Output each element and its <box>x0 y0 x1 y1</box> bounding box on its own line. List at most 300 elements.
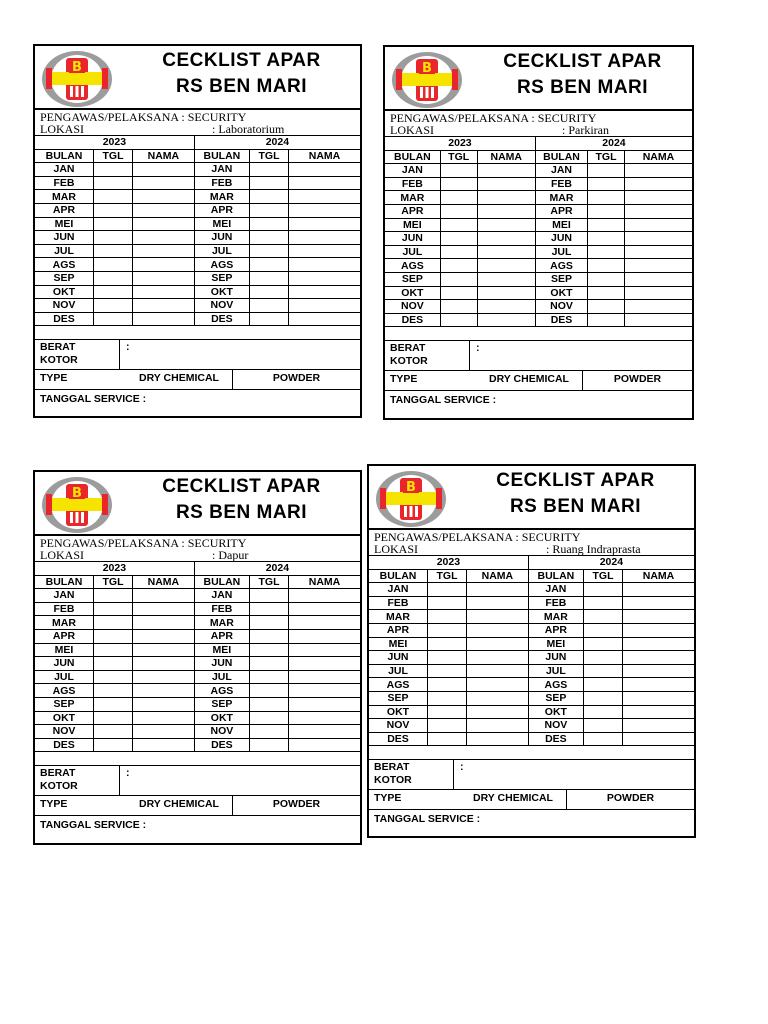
tgl-cell[interactable] <box>250 312 289 326</box>
tgl-cell[interactable] <box>428 678 467 692</box>
nama-cell[interactable] <box>133 271 195 285</box>
tgl-cell[interactable] <box>584 610 623 624</box>
tgl-cell[interactable] <box>440 204 477 218</box>
tgl-cell[interactable] <box>428 637 467 651</box>
nama-cell[interactable] <box>467 637 529 651</box>
tgl-cell[interactable] <box>94 725 133 739</box>
nama-cell[interactable] <box>467 583 529 597</box>
nama-cell[interactable] <box>133 176 195 190</box>
year-header-row <box>35 136 360 150</box>
nama-cell[interactable] <box>133 589 195 603</box>
type-powder: POWDER <box>272 798 321 811</box>
card-header <box>369 466 694 530</box>
column-header-tgl: TGL <box>250 575 289 589</box>
tgl-cell[interactable] <box>584 583 623 597</box>
column-header-nama: NAMA <box>623 569 695 583</box>
table-row <box>369 732 694 746</box>
tgl-cell[interactable] <box>428 651 467 665</box>
nama-cell[interactable] <box>289 271 361 285</box>
nama-cell[interactable] <box>133 725 195 739</box>
month-cell: FEB <box>528 596 583 610</box>
month-cell: DES <box>35 738 94 752</box>
tgl-cell[interactable] <box>428 691 467 705</box>
nama-cell[interactable] <box>477 313 535 327</box>
nama-cell[interactable] <box>477 218 535 232</box>
nama-cell[interactable] <box>289 697 361 711</box>
tgl-cell[interactable] <box>440 272 477 286</box>
nama-cell[interactable] <box>289 217 361 231</box>
tgl-cell[interactable] <box>94 217 133 231</box>
tgl-cell[interactable] <box>94 602 133 616</box>
table-row <box>35 670 360 684</box>
table-row <box>35 176 360 190</box>
tgl-cell[interactable] <box>94 643 133 657</box>
month-cell: NOV <box>35 725 94 739</box>
tgl-cell[interactable] <box>588 286 625 300</box>
month-cell: JUN <box>528 651 583 665</box>
nama-cell[interactable] <box>133 629 195 643</box>
year-2024: 2024 <box>535 137 692 151</box>
tgl-cell[interactable] <box>428 596 467 610</box>
month-cell: NOV <box>385 300 440 314</box>
nama-cell[interactable] <box>133 711 195 725</box>
table-row <box>35 657 360 671</box>
month-cell: NOV <box>535 300 587 314</box>
berat-kotor-label: BERAT KOTOR <box>35 340 120 369</box>
year-2024: 2024 <box>194 136 360 150</box>
apar-card-ruang-indraprasta <box>367 464 696 838</box>
tgl-cell[interactable] <box>94 163 133 177</box>
nama-cell[interactable] <box>624 259 692 273</box>
type-label: TYPE <box>390 373 418 386</box>
tgl-cell[interactable] <box>250 271 289 285</box>
nama-cell[interactable] <box>467 596 529 610</box>
tgl-cell[interactable] <box>94 285 133 299</box>
nama-cell[interactable] <box>133 643 195 657</box>
nama-cell[interactable] <box>467 651 529 665</box>
tgl-cell[interactable] <box>250 190 289 204</box>
nama-cell[interactable] <box>623 596 695 610</box>
berat-kotor-label: BERAT KOTOR <box>35 766 120 795</box>
title-line-1: CECKLIST APAR <box>503 51 662 72</box>
tgl-cell[interactable] <box>588 272 625 286</box>
nama-cell[interactable] <box>289 203 361 217</box>
year-header-row <box>385 137 692 151</box>
column-header-row <box>35 575 360 589</box>
month-cell: SEP <box>535 272 587 286</box>
nama-cell[interactable] <box>133 657 195 671</box>
nama-cell[interactable] <box>624 286 692 300</box>
table-row <box>369 623 694 637</box>
spacer-row <box>35 752 360 766</box>
nama-cell[interactable] <box>467 623 529 637</box>
lokasi-label: LOKASI <box>390 123 434 137</box>
nama-cell[interactable] <box>477 177 535 191</box>
month-cell: MAR <box>194 616 249 630</box>
tgl-cell[interactable] <box>250 244 289 258</box>
nama-cell[interactable] <box>467 719 529 733</box>
nama-cell[interactable] <box>133 684 195 698</box>
nama-cell[interactable] <box>289 629 361 643</box>
tgl-cell[interactable] <box>94 657 133 671</box>
nama-cell[interactable] <box>467 664 529 678</box>
nama-cell[interactable] <box>623 678 695 692</box>
year-2023: 2023 <box>35 136 194 150</box>
nama-cell[interactable] <box>289 616 361 630</box>
nama-cell[interactable] <box>623 637 695 651</box>
tgl-cell[interactable] <box>250 629 289 643</box>
type-powder: POWDER <box>606 792 655 805</box>
nama-cell[interactable] <box>623 623 695 637</box>
tgl-cell[interactable] <box>588 191 625 205</box>
tgl-cell[interactable] <box>440 191 477 205</box>
card-info <box>385 111 692 136</box>
nama-cell[interactable] <box>477 286 535 300</box>
nama-cell[interactable] <box>623 651 695 665</box>
tanggal-service: TANGGAL SERVICE : <box>40 393 147 406</box>
column-header-bulan: BULAN <box>528 569 583 583</box>
tgl-cell[interactable] <box>440 300 477 314</box>
tgl-cell[interactable] <box>250 725 289 739</box>
tanggal-service: TANGGAL SERVICE : <box>390 394 497 407</box>
nama-cell[interactable] <box>133 299 195 313</box>
nama-cell[interactable] <box>477 191 535 205</box>
berat-kotor-row <box>385 341 692 371</box>
nama-cell[interactable] <box>623 610 695 624</box>
tgl-cell[interactable] <box>584 664 623 678</box>
type-row <box>35 370 360 390</box>
tgl-cell[interactable] <box>588 164 625 178</box>
tgl-cell[interactable] <box>250 711 289 725</box>
month-cell: NOV <box>194 299 249 313</box>
tgl-cell[interactable] <box>94 244 133 258</box>
tgl-cell[interactable] <box>250 258 289 272</box>
month-cell: JAN <box>194 163 249 177</box>
nama-cell[interactable] <box>289 670 361 684</box>
month-cell: AGS <box>194 684 249 698</box>
month-cell: JUL <box>369 664 428 678</box>
tgl-cell[interactable] <box>250 602 289 616</box>
table-row <box>369 719 694 733</box>
tgl-cell[interactable] <box>250 738 289 752</box>
tgl-cell[interactable] <box>440 245 477 259</box>
tgl-cell[interactable] <box>94 299 133 313</box>
tgl-cell[interactable] <box>440 259 477 273</box>
month-cell: JUL <box>528 664 583 678</box>
berat-kotor-value: : <box>126 341 130 354</box>
type-label: TYPE <box>40 798 68 811</box>
nama-cell[interactable] <box>624 300 692 314</box>
card-info <box>369 530 694 555</box>
tgl-cell[interactable] <box>94 258 133 272</box>
nama-cell[interactable] <box>133 231 195 245</box>
tgl-cell[interactable] <box>588 204 625 218</box>
nama-cell[interactable] <box>133 738 195 752</box>
tgl-cell[interactable] <box>588 313 625 327</box>
tgl-cell[interactable] <box>94 684 133 698</box>
nama-cell[interactable] <box>289 231 361 245</box>
nama-cell[interactable] <box>467 610 529 624</box>
nama-cell[interactable] <box>624 204 692 218</box>
month-cell: JUL <box>535 245 587 259</box>
month-cell: APR <box>369 623 428 637</box>
nama-cell[interactable] <box>289 602 361 616</box>
table-row <box>385 177 692 191</box>
table-row <box>35 738 360 752</box>
nama-cell[interactable] <box>623 719 695 733</box>
nama-cell[interactable] <box>289 163 361 177</box>
monthly-check-table <box>385 136 692 341</box>
nama-cell[interactable] <box>133 217 195 231</box>
tgl-cell[interactable] <box>584 596 623 610</box>
nama-cell[interactable] <box>624 164 692 178</box>
lokasi-label: LOKASI <box>40 122 84 136</box>
tgl-cell[interactable] <box>250 203 289 217</box>
svg-text:B: B <box>422 61 432 76</box>
nama-cell[interactable] <box>477 204 535 218</box>
month-cell: JUN <box>194 231 249 245</box>
apar-card-parkiran <box>383 45 694 420</box>
card-title <box>127 48 356 100</box>
nama-cell[interactable] <box>477 259 535 273</box>
month-cell: DES <box>385 313 440 327</box>
apar-card-laboratorium <box>33 44 362 418</box>
nama-cell[interactable] <box>623 691 695 705</box>
tgl-cell[interactable] <box>440 218 477 232</box>
tgl-cell[interactable] <box>428 664 467 678</box>
spacer-row <box>385 327 692 341</box>
tgl-cell[interactable] <box>94 203 133 217</box>
tgl-cell[interactable] <box>250 670 289 684</box>
nama-cell[interactable] <box>133 616 195 630</box>
tgl-cell[interactable] <box>440 177 477 191</box>
month-cell: JUL <box>194 670 249 684</box>
table-row <box>385 164 692 178</box>
nama-cell[interactable] <box>623 664 695 678</box>
table-row <box>385 286 692 300</box>
column-header-nama: NAMA <box>467 569 529 583</box>
nama-cell[interactable] <box>289 299 361 313</box>
table-row <box>35 258 360 272</box>
nama-cell[interactable] <box>289 738 361 752</box>
tgl-cell[interactable] <box>250 697 289 711</box>
nama-cell[interactable] <box>624 272 692 286</box>
nama-cell[interactable] <box>467 678 529 692</box>
apar-card-dapur <box>33 470 362 845</box>
nama-cell[interactable] <box>289 190 361 204</box>
nama-cell[interactable] <box>624 245 692 259</box>
nama-cell[interactable] <box>477 245 535 259</box>
tgl-cell[interactable] <box>588 300 625 314</box>
spacer-row <box>35 326 360 340</box>
tgl-cell[interactable] <box>250 589 289 603</box>
month-cell: APR <box>535 204 587 218</box>
nama-cell[interactable] <box>624 313 692 327</box>
nama-cell[interactable] <box>624 177 692 191</box>
nama-cell[interactable] <box>133 258 195 272</box>
berat-kotor-value: : <box>476 342 480 355</box>
nama-cell[interactable] <box>477 232 535 246</box>
nama-cell[interactable] <box>467 732 529 746</box>
nama-cell[interactable] <box>624 218 692 232</box>
month-cell: SEP <box>35 271 94 285</box>
nama-cell[interactable] <box>289 258 361 272</box>
nama-cell[interactable] <box>289 589 361 603</box>
nama-cell[interactable] <box>477 300 535 314</box>
tgl-cell[interactable] <box>94 616 133 630</box>
tgl-cell[interactable] <box>250 217 289 231</box>
month-cell: AGS <box>385 259 440 273</box>
nama-cell[interactable] <box>133 312 195 326</box>
nama-cell[interactable] <box>477 164 535 178</box>
column-header-nama: NAMA <box>624 150 692 164</box>
tgl-cell[interactable] <box>584 678 623 692</box>
tgl-cell[interactable] <box>440 164 477 178</box>
lokasi-value: : Dapur <box>212 548 249 562</box>
year-2023: 2023 <box>35 562 194 576</box>
card-info <box>35 536 360 561</box>
month-cell: SEP <box>194 271 249 285</box>
tgl-cell[interactable] <box>584 623 623 637</box>
nama-cell[interactable] <box>624 191 692 205</box>
nama-cell[interactable] <box>133 670 195 684</box>
nama-cell[interactable] <box>623 732 695 746</box>
tgl-cell[interactable] <box>250 616 289 630</box>
nama-cell[interactable] <box>133 190 195 204</box>
tgl-cell[interactable] <box>94 312 133 326</box>
card-title <box>477 49 688 101</box>
nama-cell[interactable] <box>133 203 195 217</box>
tgl-cell[interactable] <box>588 177 625 191</box>
type-dry-chemical: DRY CHEMICAL <box>126 796 233 815</box>
month-cell: SEP <box>369 691 428 705</box>
card-header <box>385 47 692 111</box>
month-cell: MEI <box>194 217 249 231</box>
tgl-cell[interactable] <box>588 259 625 273</box>
tgl-cell[interactable] <box>250 163 289 177</box>
nama-cell[interactable] <box>133 244 195 258</box>
lokasi-label: LOKASI <box>374 542 418 556</box>
tgl-cell[interactable] <box>440 313 477 327</box>
tgl-cell[interactable] <box>428 610 467 624</box>
table-row <box>35 684 360 698</box>
nama-cell[interactable] <box>623 583 695 597</box>
tgl-cell[interactable] <box>584 719 623 733</box>
tgl-cell[interactable] <box>250 299 289 313</box>
berat-kotor-label: BERAT KOTOR <box>369 760 454 789</box>
tgl-cell[interactable] <box>250 684 289 698</box>
table-row <box>35 602 360 616</box>
month-cell: JUN <box>535 232 587 246</box>
svg-text:B: B <box>406 480 416 495</box>
tgl-cell[interactable] <box>428 705 467 719</box>
month-cell: DES <box>194 738 249 752</box>
tgl-cell[interactable] <box>250 285 289 299</box>
tgl-cell[interactable] <box>440 232 477 246</box>
nama-cell[interactable] <box>624 232 692 246</box>
tgl-cell[interactable] <box>440 286 477 300</box>
tgl-cell[interactable] <box>584 732 623 746</box>
tgl-cell[interactable] <box>250 176 289 190</box>
lokasi-row <box>40 123 355 135</box>
tgl-cell[interactable] <box>94 176 133 190</box>
tgl-cell[interactable] <box>584 637 623 651</box>
tgl-cell[interactable] <box>250 231 289 245</box>
column-header-tgl: TGL <box>428 569 467 583</box>
nama-cell[interactable] <box>289 643 361 657</box>
nama-cell[interactable] <box>477 272 535 286</box>
month-cell: NOV <box>35 299 94 313</box>
table-row <box>369 596 694 610</box>
tgl-cell[interactable] <box>584 691 623 705</box>
nama-cell[interactable] <box>289 725 361 739</box>
tgl-cell[interactable] <box>94 738 133 752</box>
table-row <box>35 299 360 313</box>
month-cell: DES <box>528 732 583 746</box>
nama-cell[interactable] <box>133 602 195 616</box>
type-row <box>385 371 692 391</box>
tgl-cell[interactable] <box>94 711 133 725</box>
nama-cell[interactable] <box>289 657 361 671</box>
tgl-cell[interactable] <box>584 705 623 719</box>
month-cell: FEB <box>35 176 94 190</box>
nama-cell[interactable] <box>289 711 361 725</box>
tgl-cell[interactable] <box>250 643 289 657</box>
month-cell: SEP <box>194 697 249 711</box>
tgl-cell[interactable] <box>94 231 133 245</box>
tgl-cell[interactable] <box>428 732 467 746</box>
nama-cell[interactable] <box>289 176 361 190</box>
nama-cell[interactable] <box>133 285 195 299</box>
year-2024: 2024 <box>194 562 360 576</box>
tgl-cell[interactable] <box>588 245 625 259</box>
table-row <box>369 583 694 597</box>
month-cell: MEI <box>35 643 94 657</box>
tgl-cell[interactable] <box>428 623 467 637</box>
table-row <box>369 637 694 651</box>
nama-cell[interactable] <box>133 697 195 711</box>
nama-cell[interactable] <box>623 705 695 719</box>
nama-cell[interactable] <box>133 163 195 177</box>
tgl-cell[interactable] <box>94 670 133 684</box>
nama-cell[interactable] <box>289 285 361 299</box>
month-cell: SEP <box>528 691 583 705</box>
card-title <box>461 468 690 520</box>
nama-cell[interactable] <box>289 684 361 698</box>
tgl-cell[interactable] <box>428 719 467 733</box>
table-row <box>385 204 692 218</box>
tgl-cell[interactable] <box>94 697 133 711</box>
nama-cell[interactable] <box>289 312 361 326</box>
tgl-cell[interactable] <box>94 629 133 643</box>
tgl-cell[interactable] <box>588 218 625 232</box>
tgl-cell[interactable] <box>584 651 623 665</box>
tgl-cell[interactable] <box>250 657 289 671</box>
tgl-cell[interactable] <box>94 190 133 204</box>
nama-cell[interactable] <box>467 691 529 705</box>
tgl-cell[interactable] <box>94 589 133 603</box>
column-header-tgl: TGL <box>94 575 133 589</box>
table-row <box>385 272 692 286</box>
year-2023: 2023 <box>369 556 528 570</box>
table-row <box>35 217 360 231</box>
tgl-cell[interactable] <box>588 232 625 246</box>
tgl-cell[interactable] <box>428 583 467 597</box>
tgl-cell[interactable] <box>94 271 133 285</box>
nama-cell[interactable] <box>289 244 361 258</box>
card-title <box>127 474 356 526</box>
nama-cell[interactable] <box>467 705 529 719</box>
